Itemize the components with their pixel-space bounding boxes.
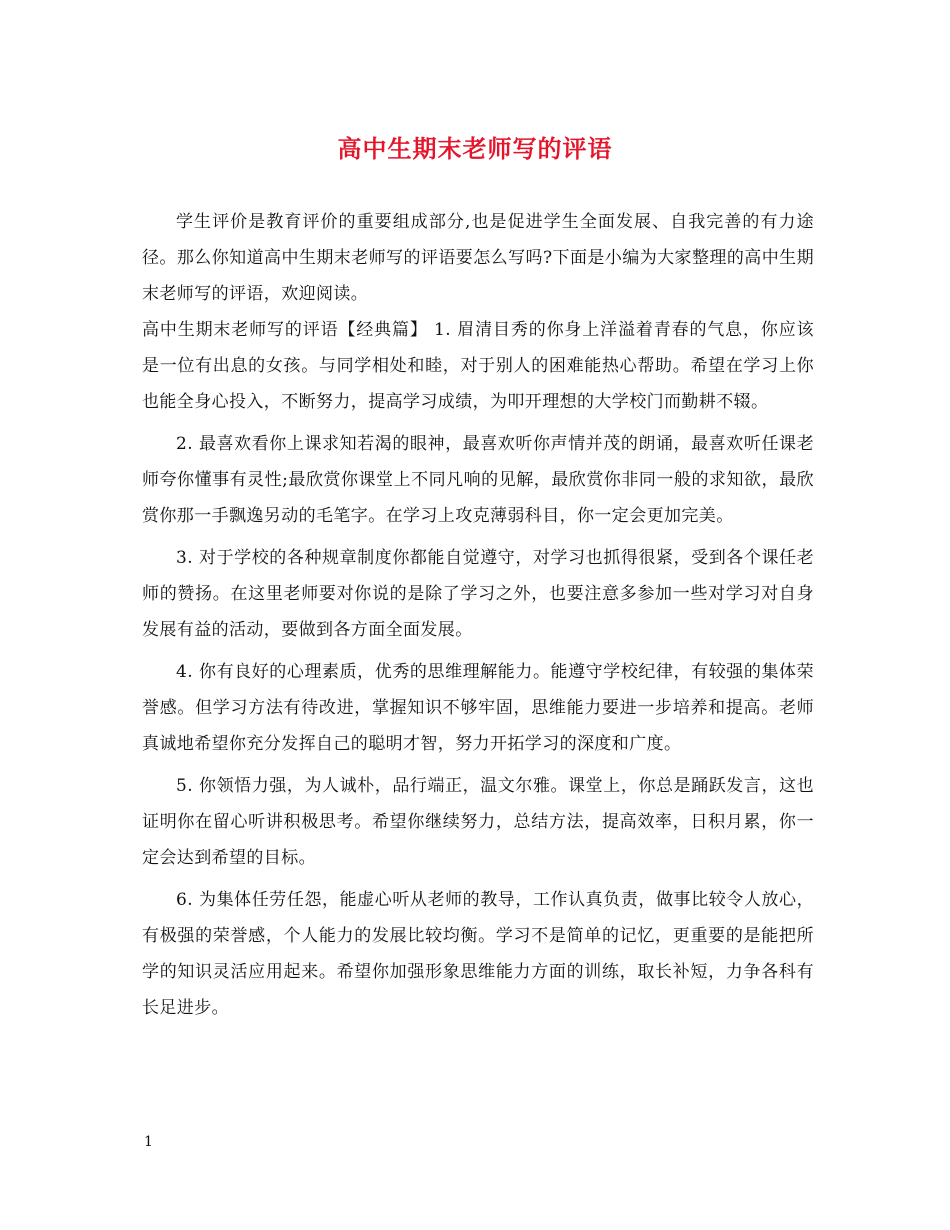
page-number: 1 <box>144 1134 153 1150</box>
document-title: 高中生期末老师写的评语 <box>337 134 613 163</box>
comment-paragraph-1: 1. 眉清目秀的你身上洋溢着青春的气息，你应该是一位有出息的女孩。与同学相处和睦，对于别人的困难能热心帮助。希望在学习上你也能全身心投入，不断努力，提高学习成绩，为叩开理想的大学校门而勤耕不辍。 <box>142 320 814 412</box>
comment-paragraph-4: 4. 你有良好的心理素质，优秀的思维理解能力。能遵守学校纪律，有较强的集体荣誉感。但学习方法有待改进，掌握知识不够牢固，思维能力要进一步培养和提高。老师真诚地希望你充分发挥自己的聪明才智，努力开拓学习的深度和广度。 <box>142 662 814 754</box>
section-with-first-comment <box>142 312 814 420</box>
section-heading: 高中生期末老师写的评语【经典篇】 <box>142 320 428 340</box>
comment-paragraph-2: 2. 最喜欢看你上课求知若渴的眼神，最喜欢听你声情并茂的朗诵，最喜欢听任课老师夸你懂事有灵性;最欣赏你课堂上不同凡响的见解，最欣赏你非同一般的求知欲，最欣赏你那一手飘逸另动的毛笔字。在学习上攻克薄弱科目，你一定会更加完美。 <box>142 434 814 526</box>
intro-paragraph: 学生评价是教育评价的重要组成部分,也是促进学生全面发展、自我完善的有力途径。那么你知道高中生期末老师写的评语要怎么写吗?下面是小编为大家整理的高中生期末老师写的评语，欢迎阅读。 <box>142 212 814 304</box>
comment-paragraph-3: 3. 对于学校的各种规章制度你都能自觉遵守，对学习也抓得很紧，受到各个课任老师的赞扬。在这里老师要对你说的是除了学习之外，也要注意多参加一些对学习对自身发展有益的活动，要做到各方面全面发展。 <box>142 548 814 640</box>
comment-paragraph-6: 6. 为集体任劳任怨，能虚心听从老师的教导，工作认真负责，做事比较令人放心，有极强的荣誉感，个人能力的发展比较均衡。学习不是简单的记忆，更重要的是能把所学的知识灵活应用起来。希望你加强形象思维能力方面的训练，取长补短，力争各科有长足进步。 <box>142 890 814 1018</box>
comment-paragraph-5: 5. 你领悟力强，为人诚朴，品行端正，温文尔雅。课堂上，你总是踊跃发言，这也证明你在留心听讲积极思考。希望你继续努力，总结方法，提高效率，日积月累，你一定会达到希望的目标。 <box>142 776 814 868</box>
document-body <box>142 204 814 1026</box>
